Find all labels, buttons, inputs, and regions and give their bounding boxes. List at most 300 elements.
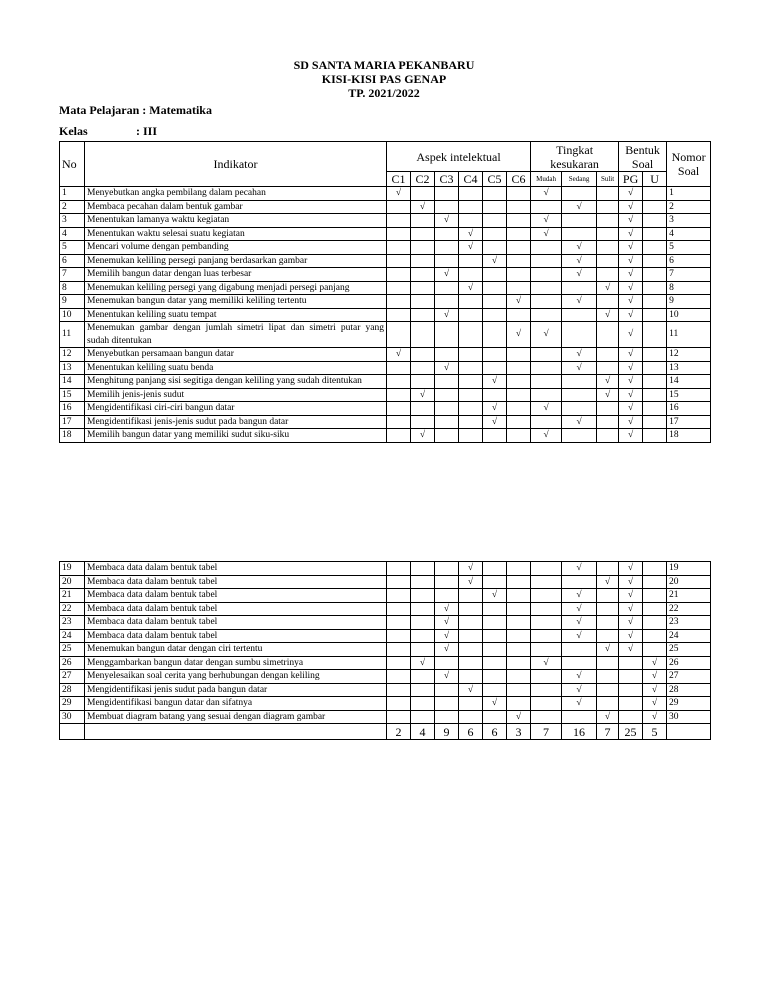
check-cell-u: √ <box>643 656 667 670</box>
check-cell-c6 <box>507 214 531 228</box>
check-cell-u: √ <box>643 683 667 697</box>
row-indikator: Membaca data dalam bentuk tabel <box>85 616 387 630</box>
row-number: 15 <box>60 388 85 402</box>
check-cell-c1 <box>387 227 411 241</box>
check-cell-mudah <box>531 710 562 724</box>
check-cell-u <box>643 200 667 214</box>
check-cell-pg <box>619 683 643 697</box>
check-cell-sedang: √ <box>562 589 597 603</box>
row-indikator: Menemukan keliling persegi yang digabung menjadi persegi panjang <box>85 281 387 295</box>
check-cell-mudah: √ <box>531 322 562 348</box>
row-nomor-soal: 4 <box>667 227 711 241</box>
check-cell-c5 <box>483 187 507 201</box>
total-sedang: 16 <box>562 724 597 740</box>
check-cell-c5 <box>483 616 507 630</box>
check-cell-c1 <box>387 575 411 589</box>
check-cell-c3: √ <box>435 361 459 375</box>
total-c2: 4 <box>411 724 435 740</box>
check-cell-c3: √ <box>435 268 459 282</box>
check-cell-sedang <box>562 575 597 589</box>
check-cell-mudah <box>531 268 562 282</box>
check-cell-c6 <box>507 589 531 603</box>
check-cell-sedang <box>562 429 597 443</box>
check-cell-pg: √ <box>619 429 643 443</box>
check-cell-c2: √ <box>411 429 435 443</box>
check-cell-c3 <box>435 200 459 214</box>
total-pg: 25 <box>619 724 643 740</box>
check-cell-c1 <box>387 402 411 416</box>
table-row <box>60 214 711 228</box>
check-cell-c5: √ <box>483 415 507 429</box>
check-cell-pg: √ <box>619 629 643 643</box>
check-cell-c6 <box>507 348 531 362</box>
check-cell-sulit <box>597 616 619 630</box>
check-cell-c1 <box>387 254 411 268</box>
row-nomor-soal: 3 <box>667 214 711 228</box>
check-cell-pg: √ <box>619 200 643 214</box>
check-cell-c3: √ <box>435 308 459 322</box>
row-indikator: Membaca data dalam bentuk tabel <box>85 562 387 576</box>
table-row <box>60 348 711 362</box>
totals-nomor-cell <box>667 724 711 740</box>
check-cell-c2 <box>411 241 435 255</box>
row-indikator: Menghitung panjang sisi segitiga dengan keliling yang sudah ditentukan <box>85 375 387 389</box>
check-cell-c6 <box>507 227 531 241</box>
row-number: 22 <box>60 602 85 616</box>
check-cell-sulit <box>597 589 619 603</box>
check-cell-c2 <box>411 322 435 348</box>
check-cell-sulit: √ <box>597 710 619 724</box>
check-cell-c1 <box>387 361 411 375</box>
check-cell-pg: √ <box>619 241 643 255</box>
check-cell-c6 <box>507 656 531 670</box>
total-mudah: 7 <box>531 724 562 740</box>
check-cell-sulit <box>597 295 619 309</box>
check-cell-pg: √ <box>619 254 643 268</box>
check-cell-c2: √ <box>411 656 435 670</box>
col-c2-header: C2 <box>411 172 435 187</box>
table-row <box>60 322 711 348</box>
check-cell-mudah <box>531 254 562 268</box>
check-cell-sulit <box>597 697 619 711</box>
check-cell-pg: √ <box>619 388 643 402</box>
total-c4: 6 <box>459 724 483 740</box>
check-cell-c1: √ <box>387 348 411 362</box>
row-nomor-soal: 13 <box>667 361 711 375</box>
row-nomor-soal: 30 <box>667 710 711 724</box>
row-indikator: Menentukan waktu selesai suatu kegiatan <box>85 227 387 241</box>
row-indikator: Mengidentifikasi jenis sudut pada bangun datar <box>85 683 387 697</box>
check-cell-pg: √ <box>619 415 643 429</box>
check-cell-c4 <box>459 187 483 201</box>
check-cell-sulit <box>597 629 619 643</box>
row-indikator: Mengidentifikasi ciri-ciri bangun datar <box>85 402 387 416</box>
check-cell-sedang: √ <box>562 415 597 429</box>
check-cell-mudah <box>531 375 562 389</box>
col-c5-header: C5 <box>483 172 507 187</box>
check-cell-sulit: √ <box>597 375 619 389</box>
check-cell-c6 <box>507 268 531 282</box>
check-cell-c1 <box>387 415 411 429</box>
table-row <box>60 308 711 322</box>
check-cell-pg: √ <box>619 361 643 375</box>
check-cell-c2 <box>411 602 435 616</box>
total-u: 5 <box>643 724 667 740</box>
row-number: 19 <box>60 562 85 576</box>
check-cell-c1 <box>387 308 411 322</box>
check-cell-c4 <box>459 429 483 443</box>
check-cell-c6 <box>507 616 531 630</box>
row-number: 20 <box>60 575 85 589</box>
row-number: 5 <box>60 241 85 255</box>
row-nomor-soal: 25 <box>667 643 711 657</box>
check-cell-c2 <box>411 268 435 282</box>
row-indikator: Mengidentifikasi bangun datar dan sifatnya <box>85 697 387 711</box>
row-indikator: Menyebutkan angka pembilang dalam pecahan <box>85 187 387 201</box>
check-cell-pg: √ <box>619 295 643 309</box>
check-cell-mudah <box>531 295 562 309</box>
check-cell-mudah <box>531 308 562 322</box>
col-no-header: No <box>60 142 85 187</box>
check-cell-u <box>643 589 667 603</box>
check-cell-u <box>643 214 667 228</box>
check-cell-c5 <box>483 214 507 228</box>
check-cell-mudah <box>531 281 562 295</box>
check-cell-c6: √ <box>507 710 531 724</box>
check-cell-c4: √ <box>459 227 483 241</box>
check-cell-c3 <box>435 656 459 670</box>
kisi-kisi-table-part1 <box>59 141 711 443</box>
check-cell-c6 <box>507 575 531 589</box>
check-cell-c5 <box>483 562 507 576</box>
check-cell-c4: √ <box>459 562 483 576</box>
check-cell-u <box>643 254 667 268</box>
row-number: 8 <box>60 281 85 295</box>
check-cell-c5 <box>483 683 507 697</box>
row-number: 24 <box>60 629 85 643</box>
check-cell-c3 <box>435 254 459 268</box>
check-cell-c3 <box>435 388 459 402</box>
check-cell-u <box>643 308 667 322</box>
check-cell-c5 <box>483 710 507 724</box>
check-cell-c2 <box>411 697 435 711</box>
check-cell-sedang: √ <box>562 670 597 684</box>
check-cell-c6: √ <box>507 295 531 309</box>
check-cell-sulit <box>597 415 619 429</box>
check-cell-mudah <box>531 241 562 255</box>
check-cell-u <box>643 348 667 362</box>
check-cell-pg: √ <box>619 308 643 322</box>
check-cell-mudah: √ <box>531 214 562 228</box>
check-cell-c3 <box>435 575 459 589</box>
check-cell-c6 <box>507 281 531 295</box>
check-cell-c3: √ <box>435 616 459 630</box>
row-indikator: Menemukan keliling persegi panjang berdasarkan gambar <box>85 254 387 268</box>
check-cell-c3 <box>435 683 459 697</box>
check-cell-sulit <box>597 322 619 348</box>
check-cell-c5 <box>483 348 507 362</box>
check-cell-c5 <box>483 429 507 443</box>
check-cell-c4 <box>459 295 483 309</box>
check-cell-sulit <box>597 187 619 201</box>
row-number: 3 <box>60 214 85 228</box>
row-nomor-soal: 8 <box>667 281 711 295</box>
row-number: 18 <box>60 429 85 443</box>
check-cell-u <box>643 375 667 389</box>
check-cell-sedang: √ <box>562 602 597 616</box>
check-cell-c4 <box>459 375 483 389</box>
check-cell-c6 <box>507 361 531 375</box>
check-cell-c6 <box>507 602 531 616</box>
check-cell-c1 <box>387 629 411 643</box>
col-pg-header: PG <box>619 172 643 187</box>
check-cell-c1 <box>387 214 411 228</box>
table-row <box>60 241 711 255</box>
check-cell-c5 <box>483 268 507 282</box>
check-cell-c1 <box>387 697 411 711</box>
check-cell-c1 <box>387 322 411 348</box>
check-cell-c4 <box>459 643 483 657</box>
check-cell-sulit <box>597 348 619 362</box>
check-cell-c4 <box>459 710 483 724</box>
check-cell-sulit: √ <box>597 575 619 589</box>
check-cell-c6 <box>507 415 531 429</box>
table-row <box>60 670 711 684</box>
row-indikator: Menentukan lamanya waktu kegiatan <box>85 214 387 228</box>
table-row <box>60 683 711 697</box>
check-cell-pg <box>619 656 643 670</box>
check-cell-c3 <box>435 402 459 416</box>
check-cell-c1 <box>387 683 411 697</box>
check-cell-c1 <box>387 200 411 214</box>
row-nomor-soal: 26 <box>667 656 711 670</box>
check-cell-pg: √ <box>619 348 643 362</box>
row-indikator: Membaca data dalam bentuk tabel <box>85 575 387 589</box>
check-cell-c2 <box>411 589 435 603</box>
row-indikator: Membaca data dalam bentuk tabel <box>85 602 387 616</box>
check-cell-sulit <box>597 214 619 228</box>
table-row <box>60 602 711 616</box>
check-cell-c2 <box>411 375 435 389</box>
check-cell-pg: √ <box>619 602 643 616</box>
check-cell-c4 <box>459 589 483 603</box>
check-cell-c3 <box>435 589 459 603</box>
check-cell-c6 <box>507 187 531 201</box>
check-cell-c6 <box>507 254 531 268</box>
check-cell-sedang: √ <box>562 254 597 268</box>
col-c3-header: C3 <box>435 172 459 187</box>
check-cell-u <box>643 241 667 255</box>
row-number: 26 <box>60 656 85 670</box>
check-cell-c5 <box>483 361 507 375</box>
check-cell-sedang: √ <box>562 268 597 282</box>
row-number: 13 <box>60 361 85 375</box>
check-cell-mudah <box>531 361 562 375</box>
check-cell-sedang <box>562 710 597 724</box>
check-cell-c2 <box>411 402 435 416</box>
check-cell-c1 <box>387 602 411 616</box>
check-cell-c5: √ <box>483 254 507 268</box>
check-cell-c6 <box>507 241 531 255</box>
row-indikator: Menyelesaikan soal cerita yang berhubungan dengan keliling <box>85 670 387 684</box>
check-cell-mudah: √ <box>531 429 562 443</box>
totals-indikator-cell <box>85 724 387 740</box>
check-cell-c2 <box>411 295 435 309</box>
row-nomor-soal: 10 <box>667 308 711 322</box>
check-cell-sedang <box>562 322 597 348</box>
check-cell-c4: √ <box>459 281 483 295</box>
row-nomor-soal: 11 <box>667 322 711 348</box>
check-cell-c1 <box>387 429 411 443</box>
check-cell-sedang <box>562 281 597 295</box>
check-cell-sedang: √ <box>562 697 597 711</box>
check-cell-c2 <box>411 670 435 684</box>
row-number: 23 <box>60 616 85 630</box>
check-cell-u <box>643 562 667 576</box>
check-cell-u <box>643 402 667 416</box>
row-indikator: Membaca data dalam bentuk tabel <box>85 629 387 643</box>
check-cell-c5: √ <box>483 589 507 603</box>
document-title: KISI-KISI PAS GENAP <box>321 72 447 86</box>
check-cell-pg: √ <box>619 575 643 589</box>
check-cell-c5 <box>483 281 507 295</box>
totals-row <box>60 724 711 740</box>
total-c6: 3 <box>507 724 531 740</box>
check-cell-pg: √ <box>619 268 643 282</box>
row-indikator: Mencari volume dengan pembanding <box>85 241 387 255</box>
check-cell-u <box>643 361 667 375</box>
check-cell-u <box>643 322 667 348</box>
check-cell-c2 <box>411 562 435 576</box>
row-number: 29 <box>60 697 85 711</box>
table-row <box>60 643 711 657</box>
check-cell-mudah <box>531 589 562 603</box>
check-cell-c3: √ <box>435 602 459 616</box>
check-cell-sedang <box>562 656 597 670</box>
table-row <box>60 710 711 724</box>
check-cell-sulit: √ <box>597 643 619 657</box>
row-number: 1 <box>60 187 85 201</box>
check-cell-mudah <box>531 670 562 684</box>
check-cell-c4 <box>459 388 483 402</box>
table-row <box>60 187 711 201</box>
class-value: : III <box>136 124 158 138</box>
check-cell-sulit <box>597 361 619 375</box>
check-cell-c2 <box>411 575 435 589</box>
row-indikator: Menemukan bangun datar dengan ciri tertentu <box>85 643 387 657</box>
check-cell-sulit <box>597 683 619 697</box>
check-cell-c6: √ <box>507 322 531 348</box>
check-cell-c6 <box>507 200 531 214</box>
table-row <box>60 375 711 389</box>
check-cell-c1 <box>387 670 411 684</box>
row-indikator: Menemukan bangun datar yang memiliki keliling tertentu <box>85 295 387 309</box>
check-cell-c3 <box>435 415 459 429</box>
row-number: 11 <box>60 322 85 348</box>
check-cell-c6 <box>507 402 531 416</box>
row-nomor-soal: 7 <box>667 268 711 282</box>
check-cell-sedang: √ <box>562 295 597 309</box>
check-cell-pg <box>619 670 643 684</box>
check-cell-sedang: √ <box>562 241 597 255</box>
check-cell-c1 <box>387 589 411 603</box>
check-cell-c5 <box>483 670 507 684</box>
check-cell-c3 <box>435 295 459 309</box>
check-cell-c6 <box>507 670 531 684</box>
check-cell-c4 <box>459 200 483 214</box>
check-cell-c2 <box>411 308 435 322</box>
check-cell-sedang <box>562 227 597 241</box>
check-cell-c3 <box>435 710 459 724</box>
check-cell-mudah <box>531 616 562 630</box>
table-row <box>60 268 711 282</box>
check-cell-c4 <box>459 697 483 711</box>
row-number: 27 <box>60 670 85 684</box>
check-cell-c5 <box>483 602 507 616</box>
row-nomor-soal: 2 <box>667 200 711 214</box>
col-c1-header: C1 <box>387 172 411 187</box>
table-row <box>60 361 711 375</box>
table-row <box>60 200 711 214</box>
check-cell-c2 <box>411 281 435 295</box>
row-nomor-soal: 24 <box>667 629 711 643</box>
check-cell-mudah <box>531 602 562 616</box>
check-cell-mudah <box>531 348 562 362</box>
check-cell-sulit <box>597 562 619 576</box>
check-cell-sulit <box>597 670 619 684</box>
check-cell-c1 <box>387 241 411 255</box>
table-row <box>60 575 711 589</box>
total-sulit: 7 <box>597 724 619 740</box>
check-cell-c4 <box>459 415 483 429</box>
check-cell-c1 <box>387 643 411 657</box>
check-cell-c4 <box>459 402 483 416</box>
check-cell-pg: √ <box>619 322 643 348</box>
check-cell-c2 <box>411 348 435 362</box>
check-cell-pg: √ <box>619 375 643 389</box>
check-cell-c2 <box>411 643 435 657</box>
check-cell-c4 <box>459 348 483 362</box>
row-number: 21 <box>60 589 85 603</box>
check-cell-c5 <box>483 629 507 643</box>
check-cell-c2 <box>411 415 435 429</box>
check-cell-c4 <box>459 361 483 375</box>
row-nomor-soal: 1 <box>667 187 711 201</box>
row-number: 28 <box>60 683 85 697</box>
row-indikator: Menyebutkan persamaan bangun datar <box>85 348 387 362</box>
row-indikator: Mengidentifikasi jenis-jenis sudut pada bangun datar <box>85 415 387 429</box>
check-cell-pg: √ <box>619 616 643 630</box>
check-cell-u: √ <box>643 710 667 724</box>
check-cell-c2 <box>411 683 435 697</box>
check-cell-sedang: √ <box>562 683 597 697</box>
check-cell-c1 <box>387 562 411 576</box>
row-number: 16 <box>60 402 85 416</box>
check-cell-c5 <box>483 322 507 348</box>
check-cell-sulit: √ <box>597 281 619 295</box>
check-cell-sulit <box>597 254 619 268</box>
row-number: 14 <box>60 375 85 389</box>
row-number: 7 <box>60 268 85 282</box>
check-cell-c1: √ <box>387 187 411 201</box>
check-cell-pg: √ <box>619 227 643 241</box>
col-nomor-header: Nomor Soal <box>667 142 711 187</box>
check-cell-c1 <box>387 710 411 724</box>
check-cell-u <box>643 268 667 282</box>
table-row <box>60 227 711 241</box>
row-nomor-soal: 27 <box>667 670 711 684</box>
check-cell-sedang <box>562 375 597 389</box>
